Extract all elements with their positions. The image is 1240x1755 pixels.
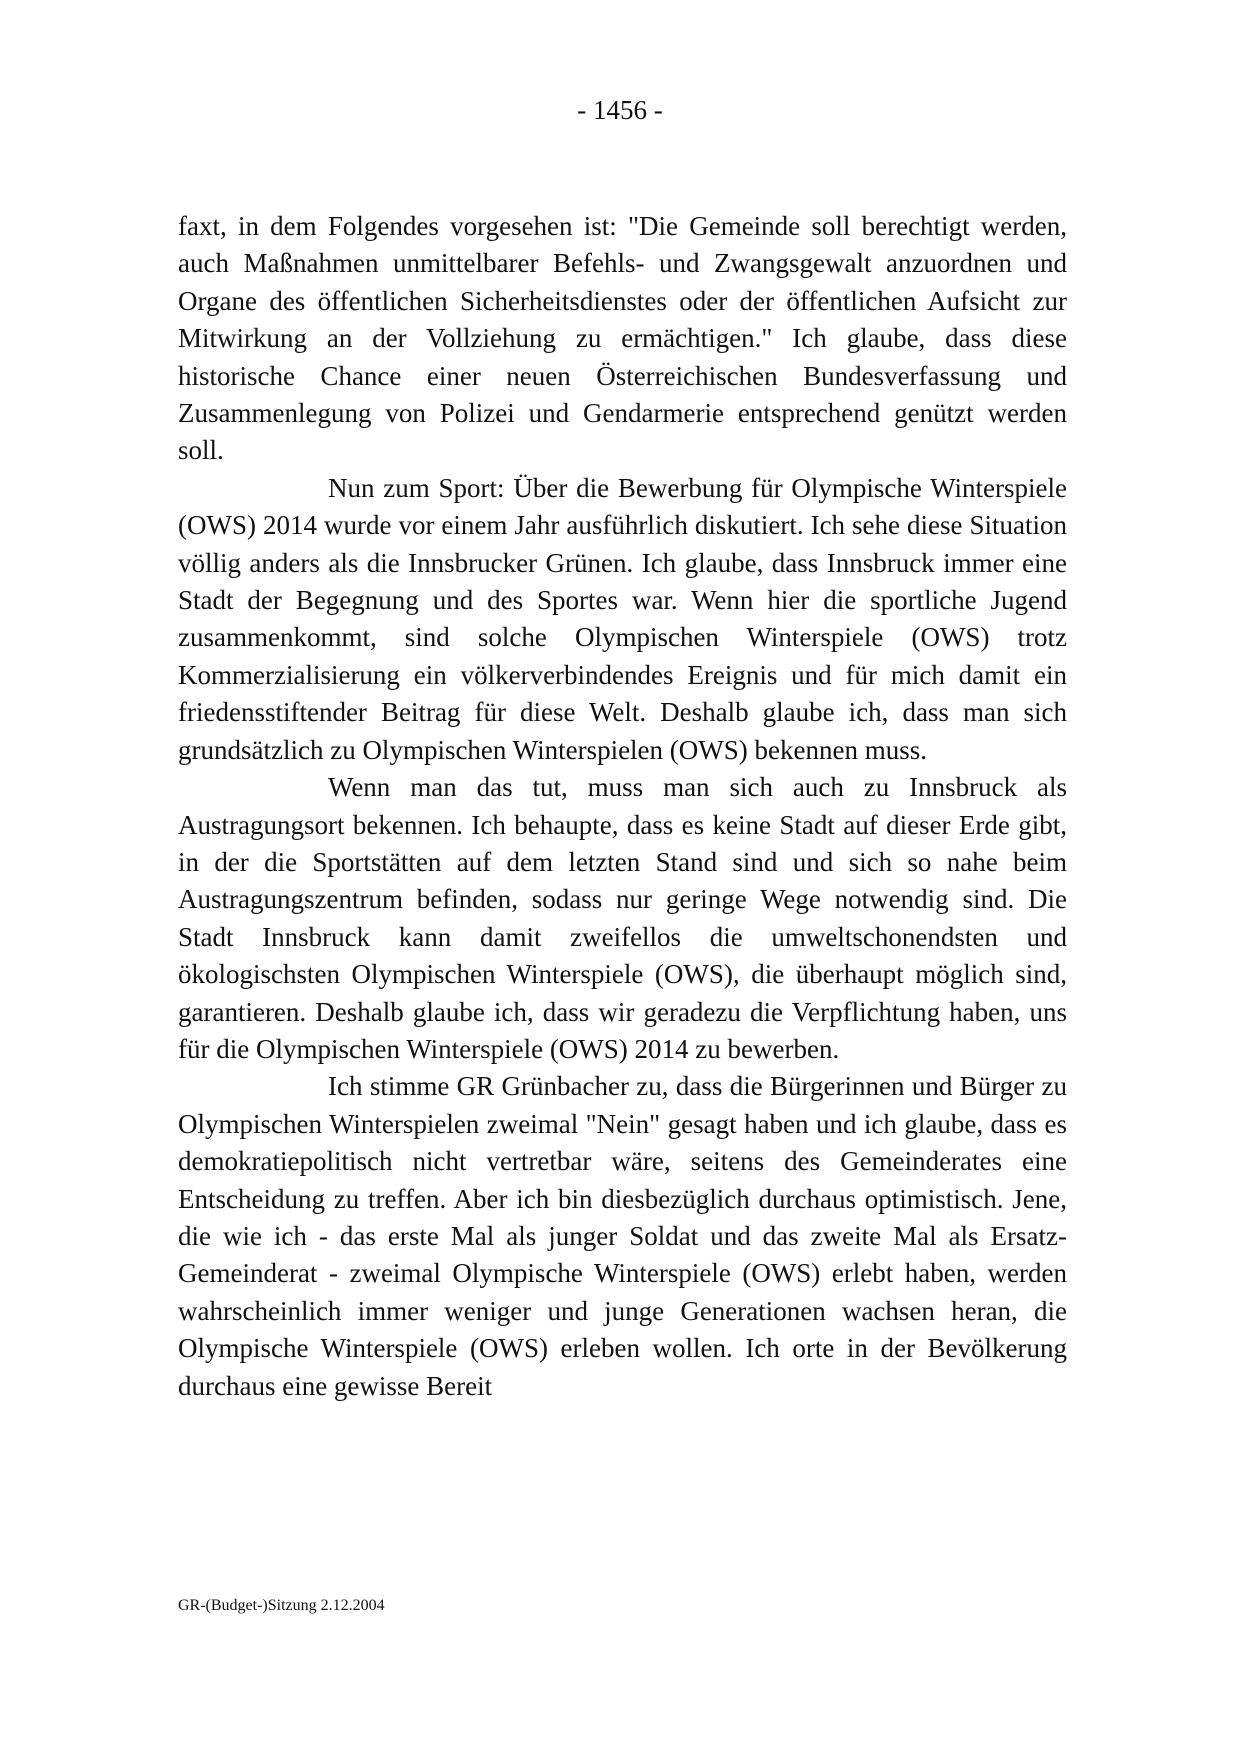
page-number: - 1456 - xyxy=(577,95,663,125)
body-text xyxy=(178,208,1067,1405)
footer-session-label: GR-(Budget-)Sitzung 2.12.2004 xyxy=(178,1597,385,1614)
paragraph-2: Nun zum Sport: Über die Bewerbung für Olympische Winterspiele (OWS) 2014 wurde vor einem Jahr ausführlich diskutiert. Ich sehe diese Situation völlig anders als die Innsbrucker Grünen. Ich glaube, dass Innsbruck immer eine Stadt der Begegnung und des Sportes war. Wenn hier die sportliche Jugend zusammenkommt, sind solche Olympischen Winterspiele (OWS) trotz Kommerzialisierung ein völkerverbindendes Ereignis und für mich damit ein friedensstiftender Beitrag für diese Welt. Deshalb glaube ich, dass man sich grundsätzlich zu Olympischen Winterspielen (OWS) bekennen muss. xyxy=(178,472,1067,765)
paragraph-3: Wenn man das tut, muss man sich auch zu Innsbruck als Austragungsort bekennen. Ich behaupte, dass es keine Stadt auf dieser Erde gibt, in der die Sportstätten auf dem letzten Stand sind und sich so nahe beim Austragungszentrum befinden, sodass nur geringe Wege notwendig sind. Die Stadt Innsbruck kann damit zweifellos die umweltschonendsten und ökologischsten Olympischen Winterspiele (OWS), die überhaupt möglich sind, garantieren. Deshalb glaube ich, dass wir geradezu die Verpflichtung haben, uns für die Olympischen Winterspiele (OWS) 2014 zu bewerben. xyxy=(178,772,1067,1064)
paragraph-1: faxt, in dem Folgendes vorgesehen ist: "Die Gemeinde soll berechtigt werden, auch Maßnahmen unmittelbarer Befehls- und Zwangsgewalt anzuordnen und Organe des öffentlichen Sicherheitsdienstes oder der öffentlichen Aufsicht zur Mitwirkung an der Vollziehung zu ermächtigen." Ich glaube, dass diese historische Chance einer neuen Österreichischen Bundesverfassung und Zusammenlegung von Polizei und Gendarmerie entsprechend genützt werden soll. xyxy=(178,211,1067,466)
paragraph-4: Ich stimme GR Grünbacher zu, dass die Bürgerinnen und Bürger zu Olympischen Winterspielen zweimal "Nein" gesagt haben und ich glaube, dass es demokratiepolitisch nicht vertretbar wäre, seitens des Gemeinderates eine Entscheidung zu treffen. Aber ich bin diesbezüglich durchaus optimistisch. Jene, die wie ich - das erste Mal als junger Soldat und das zweite Mal als Ersatz-Gemeinderat - zweimal Olympische Winterspiele (OWS) erlebt haben, werden wahrscheinlich immer weniger und junge Generationen wachsen heran, die Olympische Winterspiele (OWS) erleben wollen. Ich orte in der Bevölkerung durchaus eine gewisse Bereit xyxy=(178,1071,1067,1401)
